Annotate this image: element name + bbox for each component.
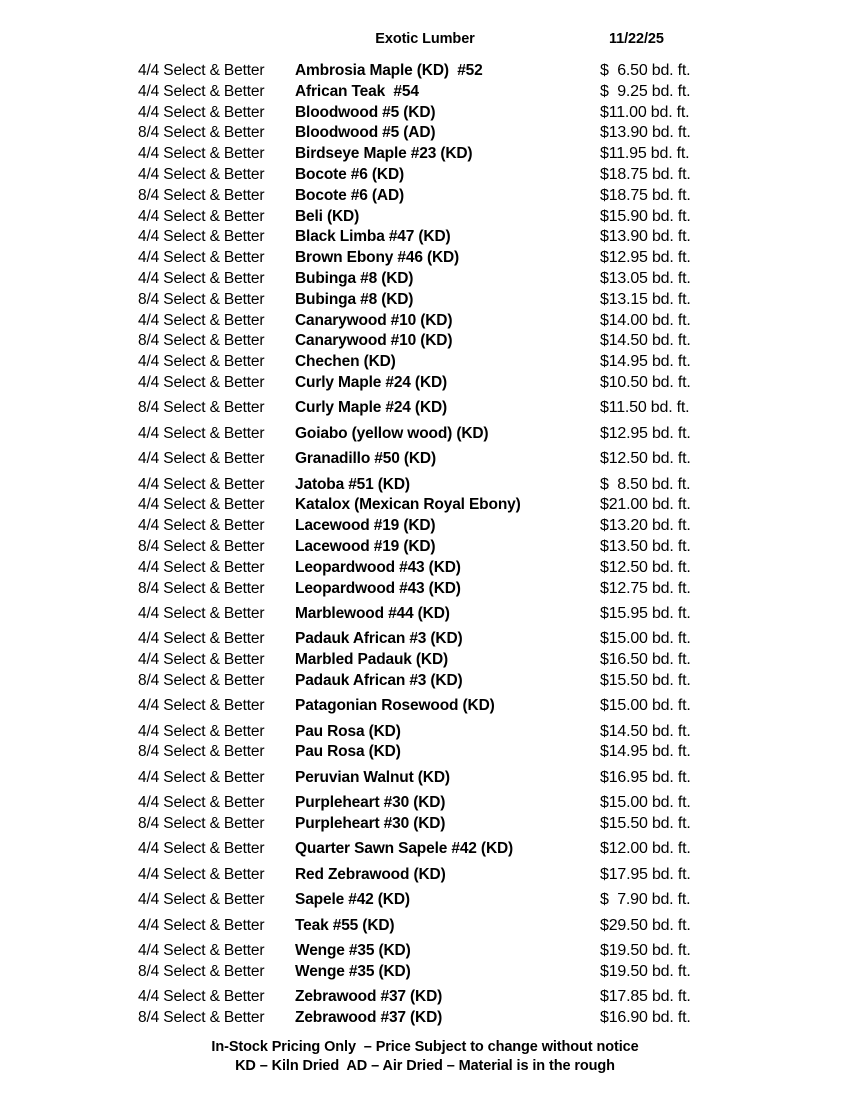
price-table [0,62,850,1030]
cell-price: $11.00 bd. ft. [600,103,690,121]
cell-price: $13.90 bd. ft. [600,124,691,142]
cell-species: Canarywood #10 (KD) [295,311,453,329]
cell-grade: 8/4 Select & Better [138,124,265,142]
cell-price: $13.05 bd. ft. [600,269,691,287]
footer-abbreviation-key: KD – Kiln Dried AD – Air Dried – Material is in the rough [235,1058,615,1074]
table-row [0,580,850,601]
cell-species: Patagonian Rosewood (KD) [295,697,495,715]
cell-price: $ 7.90 bd. ft. [600,891,691,909]
table-row [0,83,850,104]
cell-grade: 4/4 Select & Better [138,475,265,493]
cell-price: $19.50 bd. ft. [600,941,691,959]
table-row [0,270,850,291]
table-row [0,651,850,672]
table-row [0,630,850,651]
cell-grade: 4/4 Select & Better [138,840,265,858]
document-date: 11/22/25 [609,31,664,47]
cell-grade: 4/4 Select & Better [138,228,265,246]
cell-grade: 4/4 Select & Better [138,988,265,1006]
cell-species: Leopardwood #43 (KD) [295,579,461,597]
table-row [0,743,850,764]
cell-grade: 8/4 Select & Better [138,399,265,417]
cell-price: $18.75 bd. ft. [600,186,691,204]
cell-grade: 4/4 Select & Better [138,768,265,786]
cell-grade: 8/4 Select & Better [138,332,265,350]
cell-species: Teak #55 (KD) [295,916,395,934]
cell-grade: 4/4 Select & Better [138,145,265,163]
cell-grade: 4/4 Select & Better [138,865,265,883]
cell-grade: 4/4 Select & Better [138,604,265,622]
cell-grade: 4/4 Select & Better [138,558,265,576]
cell-price: $13.90 bd. ft. [600,228,691,246]
cell-price: $15.50 bd. ft. [600,815,691,833]
cell-species: Leopardwood #43 (KD) [295,558,461,576]
cell-price: $12.95 bd. ft. [600,424,691,442]
cell-species: Quarter Sawn Sapele #42 (KD) [295,840,514,858]
table-row [0,104,850,125]
cell-grade: 4/4 Select & Better [138,630,265,648]
cell-species: Wenge #35 (KD) [295,962,411,980]
cell-price: $14.00 bd. ft. [600,311,691,329]
table-row [0,425,850,446]
cell-species: Bocote #6 (KD) [295,165,404,183]
table-row [0,840,850,861]
table-row [0,942,850,963]
cell-grade: 4/4 Select & Better [138,373,265,391]
cell-price: $ 6.50 bd. ft. [600,62,691,79]
cell-species: Granadillo #50 (KD) [295,450,436,468]
footer-pricing-notice: In-Stock Pricing Only – Price Subject to change without notice [211,1039,639,1055]
table-row [0,399,850,420]
cell-price: $12.50 bd. ft. [600,450,691,468]
table-row [0,1009,850,1030]
cell-species: Padauk African #3 (KD) [295,630,463,648]
cell-price: $15.00 bd. ft. [600,794,691,812]
table-row [0,166,850,187]
cell-species: Pau Rosa (KD) [295,722,401,740]
table-row [0,124,850,145]
cell-grade: 4/4 Select & Better [138,794,265,812]
cell-price: $17.95 bd. ft. [600,865,691,883]
cell-grade: 8/4 Select & Better [138,962,265,980]
cell-price: $12.95 bd. ft. [600,249,691,267]
table-row [0,291,850,312]
cell-price: $15.00 bd. ft. [600,630,691,648]
cell-grade: 8/4 Select & Better [138,290,265,308]
cell-price: $16.50 bd. ft. [600,651,691,669]
cell-grade: 4/4 Select & Better [138,697,265,715]
cell-species: Bubinga #8 (KD) [295,290,414,308]
cell-grade: 4/4 Select & Better [138,517,265,535]
cell-grade: 4/4 Select & Better [138,722,265,740]
cell-grade: 4/4 Select & Better [138,311,265,329]
table-row [0,228,850,249]
cell-species: Bubinga #8 (KD) [295,269,414,287]
cell-price: $16.95 bd. ft. [600,768,691,786]
cell-grade: 8/4 Select & Better [138,671,265,689]
cell-grade: 4/4 Select & Better [138,651,265,669]
cell-species: Zebrawood #37 (KD) [295,1008,443,1026]
cell-species: Zebrawood #37 (KD) [295,988,443,1006]
table-row [0,187,850,208]
cell-species: Curly Maple #24 (KD) [295,399,448,417]
cell-species: Birdseye Maple #23 (KD) [295,145,473,163]
cell-species: Lacewood #19 (KD) [295,517,436,535]
cell-price: $10.50 bd. ft. [600,373,691,391]
cell-price: $13.50 bd. ft. [600,537,691,555]
table-row [0,723,850,744]
cell-species: Purpleheart #30 (KD) [295,794,446,812]
cell-price: $19.50 bd. ft. [600,962,691,980]
cell-price: $ 8.50 bd. ft. [600,475,691,493]
cell-species: Brown Ebony #46 (KD) [295,249,460,267]
cell-grade: 4/4 Select & Better [138,269,265,287]
cell-grade: 8/4 Select & Better [138,1008,265,1026]
table-row [0,605,850,626]
table-row [0,672,850,693]
table-row [0,891,850,912]
table-row [0,866,850,887]
table-row [0,963,850,984]
cell-species: Ambrosia Maple (KD) #52 [295,62,483,79]
cell-grade: 4/4 Select & Better [138,249,265,267]
cell-species: Jatoba #51 (KD) [295,475,410,493]
table-row [0,559,850,580]
cell-grade: 4/4 Select & Better [138,82,265,100]
cell-grade: 4/4 Select & Better [138,496,265,514]
cell-grade: 4/4 Select & Better [138,103,265,121]
cell-price: $15.50 bd. ft. [600,671,691,689]
cell-species: Bloodwood #5 (KD) [295,103,436,121]
cell-grade: 4/4 Select & Better [138,165,265,183]
cell-species: Red Zebrawood (KD) [295,865,446,883]
table-row [0,697,850,718]
cell-price: $14.50 bd. ft. [600,332,691,350]
cell-price: $21.00 bd. ft. [600,496,691,514]
cell-price: $15.95 bd. ft. [600,604,691,622]
cell-price: $14.50 bd. ft. [600,722,691,740]
cell-price: $11.95 bd. ft. [600,145,690,163]
cell-price: $ 9.25 bd. ft. [600,82,691,100]
document-footer [0,1038,850,1076]
cell-price: $29.50 bd. ft. [600,916,691,934]
table-row [0,815,850,836]
cell-species: Black Limba #47 (KD) [295,228,451,246]
cell-species: Peruvian Walnut (KD) [295,768,450,786]
cell-species: Marblewood #44 (KD) [295,604,450,622]
cell-species: Chechen (KD) [295,353,396,371]
cell-species: African Teak #54 [295,82,419,100]
table-row [0,208,850,229]
cell-species: Padauk African #3 (KD) [295,671,463,689]
cell-species: Goiabo (yellow wood) (KD) [295,424,489,442]
cell-species: Beli (KD) [295,207,360,225]
cell-price: $17.85 bd. ft. [600,988,691,1006]
cell-price: $14.95 bd. ft. [600,353,691,371]
table-row [0,917,850,938]
table-row [0,450,850,471]
cell-species: Katalox (Mexican Royal Ebony) [295,496,521,514]
cell-grade: 8/4 Select & Better [138,815,265,833]
table-row [0,145,850,166]
table-row [0,496,850,517]
table-row [0,353,850,374]
table-row [0,988,850,1009]
cell-price: $12.50 bd. ft. [600,558,691,576]
cell-grade: 8/4 Select & Better [138,186,265,204]
table-row [0,312,850,333]
cell-grade: 4/4 Select & Better [138,450,265,468]
cell-price: $13.20 bd. ft. [600,517,691,535]
cell-grade: 4/4 Select & Better [138,916,265,934]
table-row [0,62,850,83]
cell-price: $13.15 bd. ft. [600,290,691,308]
cell-species: Curly Maple #24 (KD) [295,373,448,391]
cell-species: Sapele #42 (KD) [295,891,410,909]
cell-grade: 4/4 Select & Better [138,62,265,79]
cell-price: $16.90 bd. ft. [600,1008,691,1026]
table-row [0,374,850,395]
cell-price: $14.95 bd. ft. [600,743,691,761]
cell-price: $15.90 bd. ft. [600,207,691,225]
cell-species: Bloodwood #5 (AD) [295,124,436,142]
page-title: Exotic Lumber [375,31,475,47]
cell-species: Canarywood #10 (KD) [295,332,453,350]
cell-grade: 4/4 Select & Better [138,353,265,371]
cell-grade: 8/4 Select & Better [138,537,265,555]
cell-species: Pau Rosa (KD) [295,743,401,761]
cell-price: $12.75 bd. ft. [600,579,691,597]
cell-species: Marbled Padauk (KD) [295,651,449,669]
cell-price: $18.75 bd. ft. [600,165,691,183]
cell-grade: 4/4 Select & Better [138,207,265,225]
cell-price: $12.00 bd. ft. [600,840,691,858]
cell-grade: 4/4 Select & Better [138,891,265,909]
cell-price: $15.00 bd. ft. [600,697,691,715]
cell-species: Purpleheart #30 (KD) [295,815,446,833]
cell-species: Lacewood #19 (KD) [295,537,436,555]
table-row [0,476,850,497]
cell-price: $11.50 bd. ft. [600,399,690,417]
table-row [0,332,850,353]
document-header [0,31,850,51]
cell-grade: 4/4 Select & Better [138,424,265,442]
table-row [0,769,850,790]
cell-species: Wenge #35 (KD) [295,941,411,959]
table-row [0,538,850,559]
table-row [0,249,850,270]
cell-grade: 8/4 Select & Better [138,579,265,597]
cell-grade: 8/4 Select & Better [138,743,265,761]
table-row [0,517,850,538]
cell-grade: 4/4 Select & Better [138,941,265,959]
table-row [0,794,850,815]
cell-species: Bocote #6 (AD) [295,186,404,204]
